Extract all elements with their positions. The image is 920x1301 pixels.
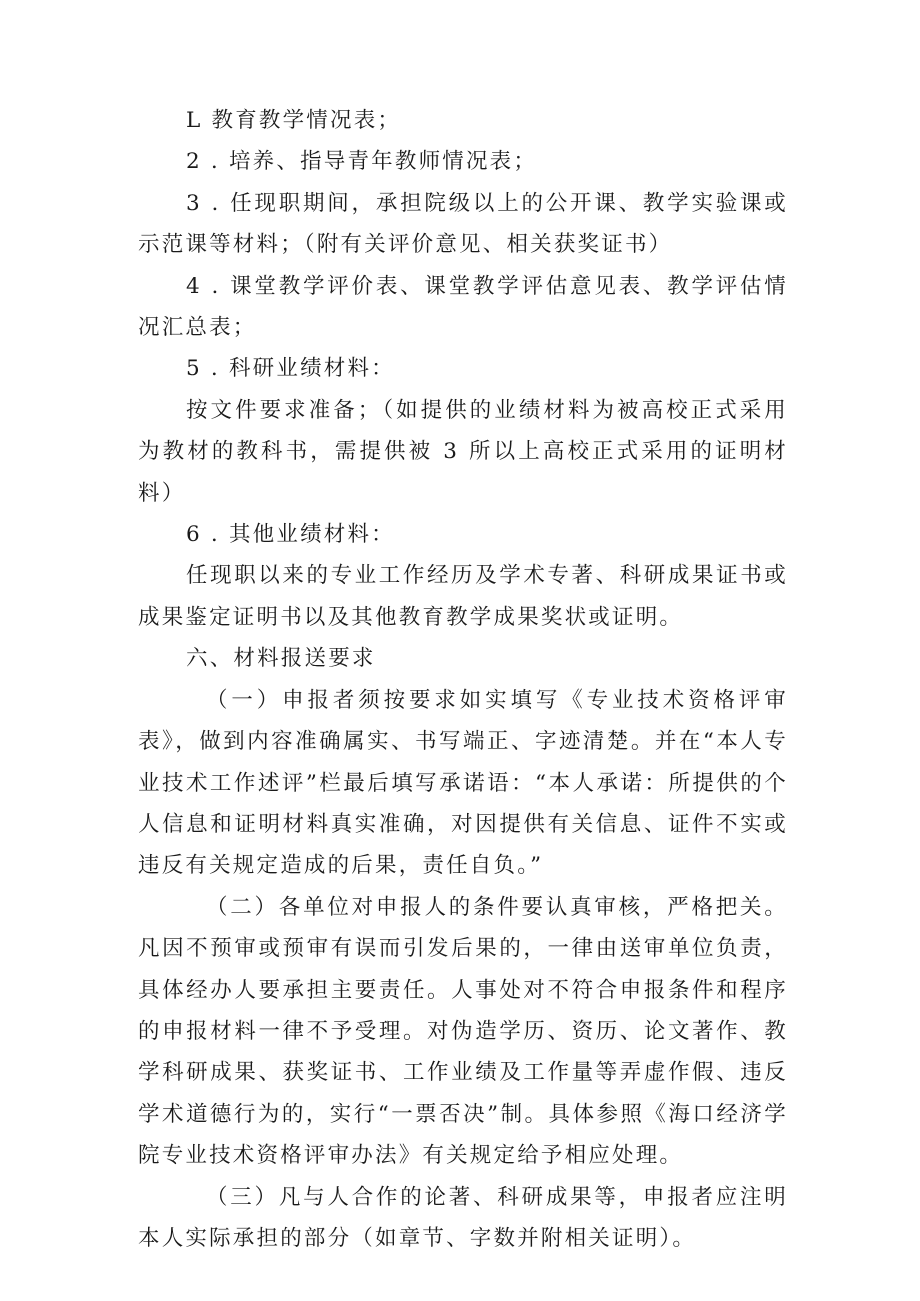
list-item-education-table: L 教育教学情况表； bbox=[186, 108, 402, 133]
section-heading-submission: 六、材料报送要求 bbox=[186, 646, 376, 672]
other-materials-detail: 任现职以来的专业工作经历及学术专著、科研成果证书或成果鉴定证明书以及其他教育教学成果奖状或证明。 bbox=[138, 563, 788, 630]
list-item-open-class-materials: 3 . 任现职期间，承担院级以上的公开课、教学实验课或示范课等材料；（附有关评价意见、相关获奖证书） bbox=[138, 190, 788, 258]
list-item-young-teacher-table: 2 . 培养、指导青年教师情况表； bbox=[186, 149, 538, 175]
requirement-2: （二）各单位对申报人的条件要认真审核，严格把关。凡因不预审或预审有误而引发后果的，一律由送审单位负责，具体经办人要承担主要责任。人事处对不符合申报条件和程序的申报材料一律不予受理。对伪造学历、资历、论文著作、教学科研成果、获奖证书、工作业绩及工作量等弄虚作假、违反学术道德行为的，实行“一票否决”制。具体参照《海口经济学院专业技术资格评审办法》有关规定给予相应处理。 bbox=[138, 894, 788, 1169]
list-item-research-materials: 5 . 科研业绩材料： bbox=[186, 356, 395, 382]
requirement-1: （一）申报者须按要求如实填写《专业技术资格评审表》，做到内容准确属实、书写端正、字迹清楚。并在“本人专业技术工作述评”栏最后填写承诺语：“本人承诺：所提供的个人信息和证明材料真实准确，对因提供有关信息、证件不实或违反有关规定造成的后果，责任自负。” bbox=[138, 687, 788, 879]
research-materials-detail: 按文件要求准备；（如提供的业绩材料为被高校正式采用为教材的教科书，需提供被 3 所以上高校正式采用的证明材料） bbox=[138, 397, 788, 506]
document-body bbox=[138, 100, 788, 1259]
list-item-other-materials: 6 . 其他业绩材料： bbox=[186, 522, 395, 548]
requirement-3: （三）凡与人合作的论著、科研成果等，申报者应注明本人实际承担的部分（如章节、字数并附相关证明）。 bbox=[138, 1184, 788, 1251]
list-item-teaching-evaluation: 4 . 课堂教学评价表、课堂教学评估意见表、教学评估情况汇总表； bbox=[138, 273, 788, 341]
